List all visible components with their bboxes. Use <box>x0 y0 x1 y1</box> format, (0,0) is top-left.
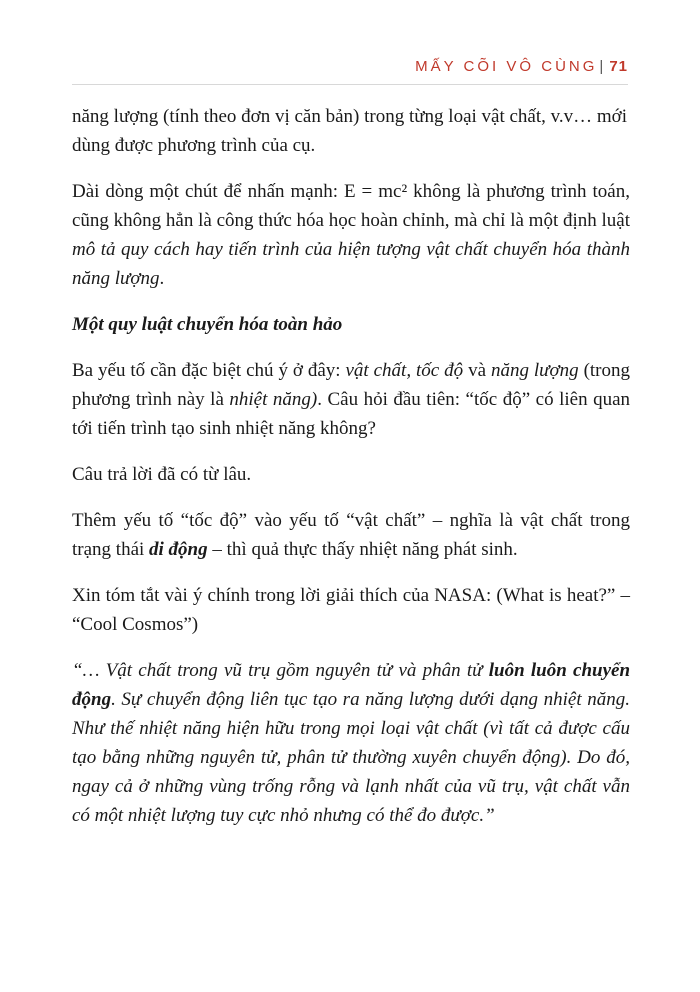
paragraph-3-text-b: và <box>463 360 491 381</box>
quote-text-b: . Sự chuyển động liên tục tạo ra năng lượng dưới dạng nhiệt năng. Như thế nhiệt năng hiện hữu trong mọi loại vật chất (vì tất cả được cấu tạo bằng những nguyên tử, phân tử thường xuyên chuyển động). Do đó, ngay cả ở những vùng trống rỗng và lạnh nhất của vũ trụ, vật chất vẫn có một nhiệt lượng tuy cực nhỏ nhưng có thể đo được.” <box>72 689 630 826</box>
paragraph-3-text-a: Ba yếu tố cần đặc biệt chú ý ở đây: <box>72 360 346 381</box>
paragraph-3-text-c: (trong phương trình này là <box>72 360 631 410</box>
book-title: MẤY CÕI VÔ CÙNG <box>415 58 598 75</box>
paragraph-2-end: . <box>159 268 165 289</box>
header-rule <box>72 84 628 85</box>
page-number: 71 <box>609 58 628 75</box>
paragraph-5-text-a: Thêm yếu tố “tốc độ” vào yếu tố “vật chất” – nghĩa là vật chất trong trạng thái <box>72 510 630 560</box>
nasa-quote <box>72 656 630 830</box>
paragraph-2-italic: mô tả quy cách hay tiến trình của hiện tượng vật chất chuyển hóa thành năng lượng <box>72 239 630 289</box>
paragraph-3-text-d: . Câu hỏi đầu tiên: “tốc độ” có liên quan tới tiến trình tạo sinh nhiệt năng không? <box>72 389 631 439</box>
paragraph-1: năng lượng (tính theo đơn vị căn bản) trong từng loại vật chất, v.v… mới dùng được phương trình của cụ. <box>72 106 628 156</box>
paragraph-3-italic-1: vật chất, tốc độ <box>345 360 464 381</box>
paragraph-2-text: Dài dòng một chút để nhấn mạnh: E = mc² không là phương trình toán, cũng không hẳn là công thức hóa học hoàn chỉnh, mà chỉ là một định luật <box>72 181 630 231</box>
page-body <box>72 102 630 847</box>
paragraph-2 <box>72 177 630 293</box>
paragraph-4: Câu trả lời đã có từ lâu. <box>72 464 252 485</box>
quote-text-a: “… Vật chất trong vũ trụ gồm nguyên tử và phân tử <box>72 660 489 681</box>
paragraph-5-text-b: – thì quả thực thấy nhiệt năng phát sinh. <box>207 539 518 560</box>
section-heading: Một quy luật chuyển hóa toàn hảo <box>72 314 343 335</box>
header-separator: | <box>599 58 604 75</box>
running-header <box>415 58 628 75</box>
paragraph-5-bold-italic: di động <box>149 539 208 560</box>
paragraph-3-italic-3: nhiệt năng) <box>229 389 318 410</box>
paragraph-6: Xin tóm tắt vài ý chính trong lời giải thích của NASA: (What is heat?” – “Cool Cosmos”) <box>72 585 630 635</box>
paragraph-3-italic-2: năng lượng <box>490 360 579 381</box>
quote-bold: luôn luôn chuyển động <box>72 660 631 710</box>
paragraph-5 <box>72 506 630 564</box>
paragraph-3 <box>72 356 630 443</box>
